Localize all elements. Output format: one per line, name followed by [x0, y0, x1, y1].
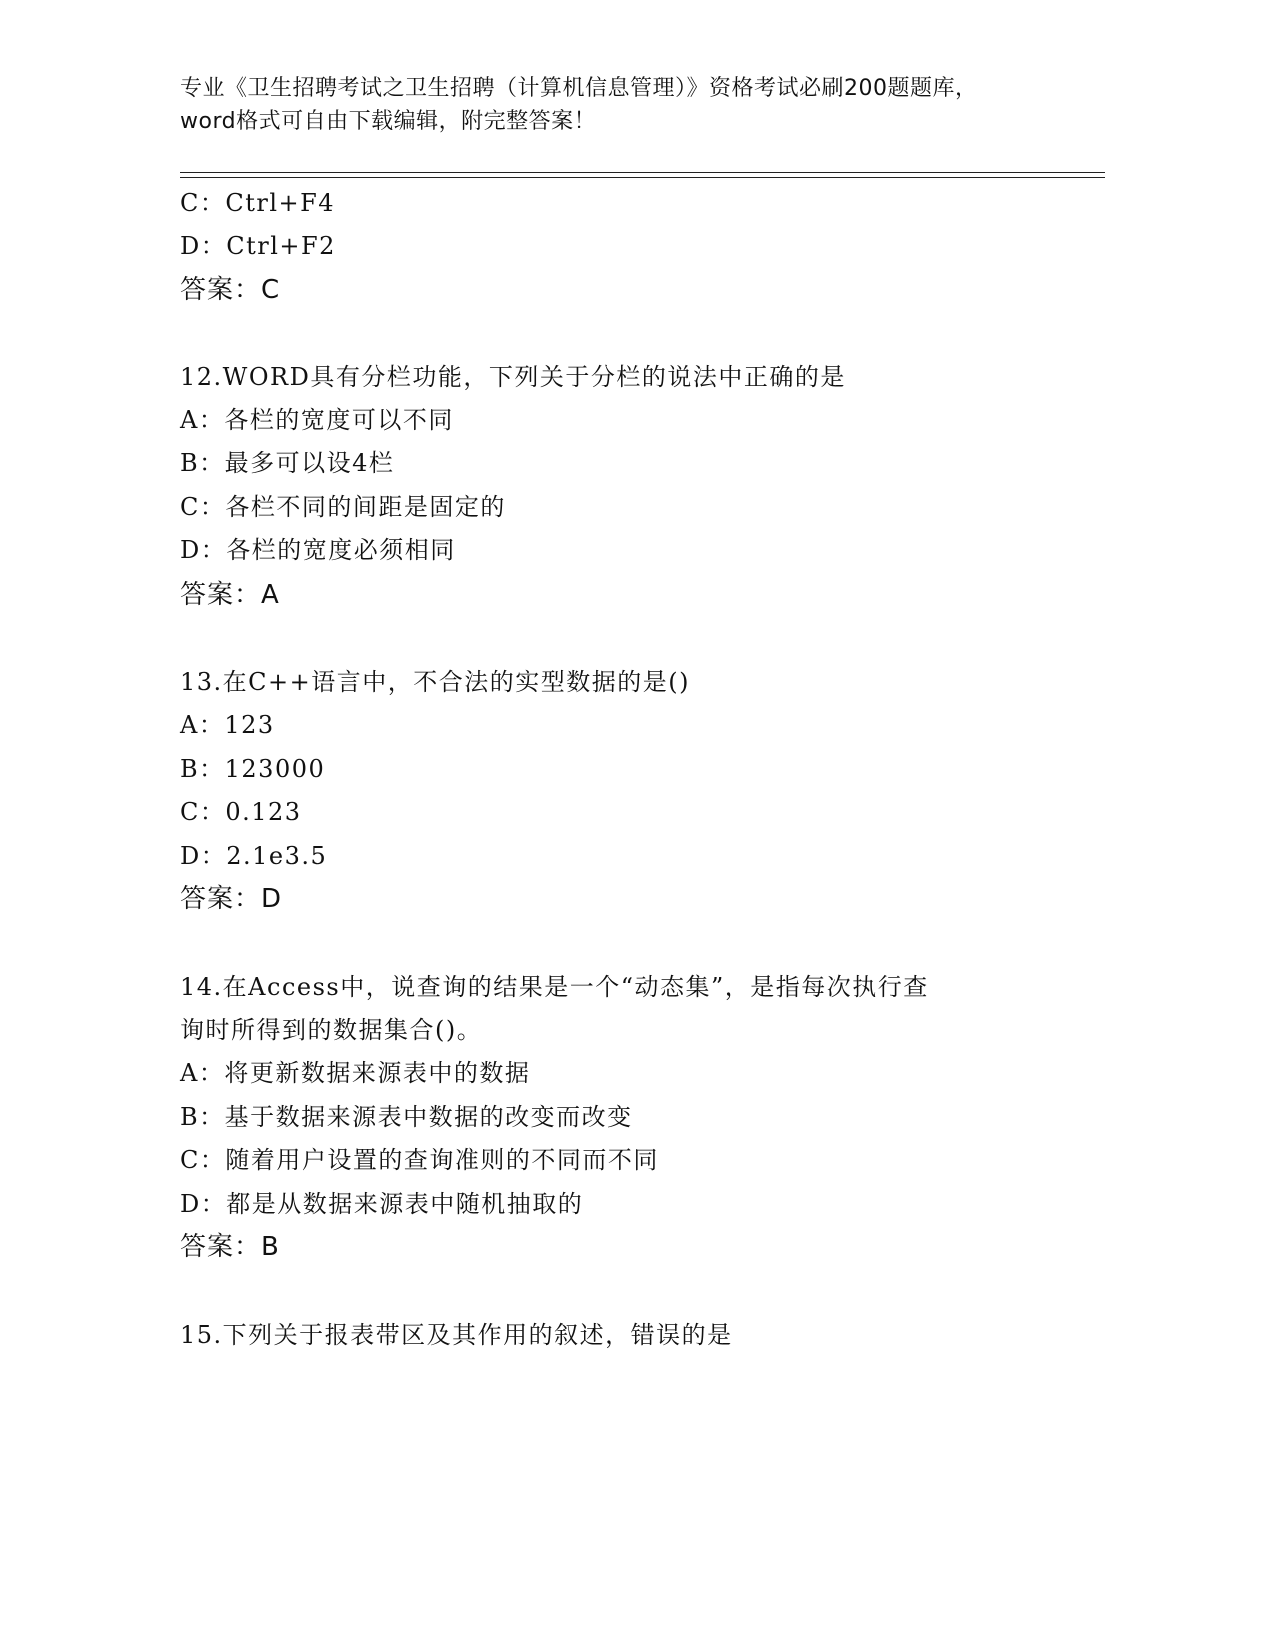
q12-option-d: D：各栏的宽度必须相同 [180, 536, 456, 564]
q12-answer: 答案：A [180, 580, 280, 610]
q13-option-b: B：123000 [180, 755, 326, 783]
q14-question-line-2: 询时所得到的数据集合()。 [180, 1016, 483, 1044]
q13-option-d: D：2.1e3.5 [180, 842, 328, 870]
header-divider-top [180, 172, 1105, 173]
q14-option-c: C：随着用户设置的查询准则的不同而不同 [180, 1146, 659, 1174]
q11-option-d: D：Ctrl+F2 [180, 232, 336, 260]
q14-option-d: D：都是从数据来源表中随机抽取的 [180, 1190, 584, 1218]
q12-option-c: C：各栏不同的间距是固定的 [180, 493, 506, 521]
q11-option-c: C：Ctrl+F4 [180, 189, 336, 217]
q14-question-line-1: 14.在Access中，说查询的结果是一个“动态集”，是指每次执行查 [180, 973, 929, 1001]
document-header [180, 72, 1060, 138]
q13-option-a: A：123 [180, 711, 275, 739]
header-divider-bottom [180, 177, 1105, 178]
q13-option-c: C：0.123 [180, 798, 302, 826]
q12-question: 12.WORD具有分栏功能，下列关于分栏的说法中正确的是 [180, 363, 846, 391]
header-title-line-1: 专业《卫生招聘考试之卫生招聘（计算机信息管理）》资格考试必刷200题题库， [180, 76, 978, 101]
q12-option-b: B：最多可以设4栏 [180, 449, 395, 477]
header-title-line-2: word格式可自由下载编辑，附完整答案！ [180, 109, 597, 134]
q12-option-a: A：各栏的宽度可以不同 [180, 406, 454, 434]
q11-answer: 答案：C [180, 275, 281, 305]
q14-option-a: A：将更新数据来源表中的数据 [180, 1059, 531, 1087]
q14-answer: 答案：B [180, 1232, 280, 1262]
q15-question: 15.下列关于报表带区及其作用的叙述，错误的是 [180, 1321, 733, 1349]
q13-answer: 答案：D [180, 884, 283, 914]
q13-question: 13.在C++语言中，不合法的实型数据的是() [180, 668, 690, 696]
q14-option-b: B：基于数据来源表中数据的改变而改变 [180, 1103, 633, 1131]
